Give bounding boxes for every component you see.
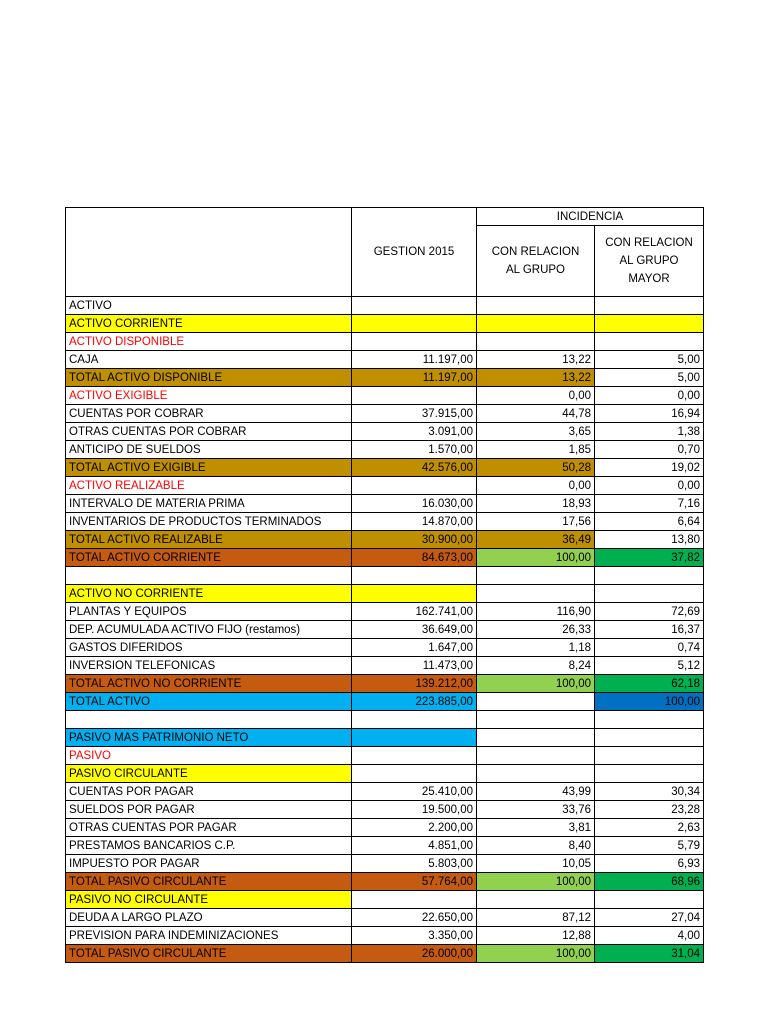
rel-grupo-value [477,693,595,711]
row-label: TOTAL PASIVO CIRCULANTE [66,945,352,963]
row-label: ACTIVO DISPONIBLE [66,333,352,351]
gestion-value: 14.870,00 [352,513,477,531]
rel-grupo-mayor-value: 6,64 [595,513,704,531]
row-label: ACTIVO NO CORRIENTE [66,585,352,603]
row-label: ACTIVO CORRIENTE [66,315,352,333]
rel-grupo-mayor-value [595,729,704,747]
table-row [66,693,704,711]
gestion-value: 30.900,00 [352,531,477,549]
row-label: INTERVALO DE MATERIA PRIMA [66,495,352,513]
row-label: IMPUESTO POR PAGAR [66,855,352,873]
gestion-value: 84.673,00 [352,549,477,567]
rel-grupo-value [477,765,595,783]
table-row [66,423,704,441]
gestion-value [352,567,477,585]
row-label [66,567,352,585]
gestion-value: 2.200,00 [352,819,477,837]
gestion-value [352,477,477,495]
rel-grupo-value: 1,18 [477,639,595,657]
gestion-value: 57.764,00 [352,873,477,891]
gestion-value: 4.851,00 [352,837,477,855]
gestion-value: 1.647,00 [352,639,477,657]
rel-grupo-mayor-value: 0,70 [595,441,704,459]
rel-grupo-mayor-value [595,765,704,783]
gestion-value: 26.000,00 [352,945,477,963]
table-body [66,297,704,963]
rel-grupo-mayor-value: 0,00 [595,387,704,405]
header-label-cell [66,208,352,297]
rel-grupo-mayor-value: 6,93 [595,855,704,873]
table-row [66,531,704,549]
rel-grupo-value [477,315,595,333]
table-row [66,639,704,657]
table-row [66,315,704,333]
row-label: CAJA [66,351,352,369]
rel-grupo-value [477,747,595,765]
row-label: TOTAL ACTIVO EXIGIBLE [66,459,352,477]
rel-grupo-value: 100,00 [477,945,595,963]
rel-grupo-mayor-value [595,891,704,909]
row-label: ACTIVO [66,297,352,315]
rel-grupo-value: 1,85 [477,441,595,459]
row-label: PREVISION PARA INDEMINIZACIONES [66,927,352,945]
rel-grupo-mayor-value: 1,38 [595,423,704,441]
rel-grupo-value: 10,05 [477,855,595,873]
rel-grupo-value: 44,78 [477,405,595,423]
rel-grupo-mayor-value [595,333,704,351]
rel-grupo-value: 36,49 [477,531,595,549]
rel-grupo-value [477,297,595,315]
row-label: TOTAL ACTIVO [66,693,352,711]
rel-grupo-mayor-value: 72,69 [595,603,704,621]
rel-grupo-mayor-value: 5,12 [595,657,704,675]
rel-grupo-mayor-value: 19,02 [595,459,704,477]
rel-grupo-value: 43,99 [477,783,595,801]
rel-grupo-value [477,729,595,747]
rel-grupo-value [477,567,595,585]
rel-grupo-value: 8,40 [477,837,595,855]
row-label: ACTIVO EXIGIBLE [66,387,352,405]
rel-grupo-value: 33,76 [477,801,595,819]
gestion-value [352,315,477,333]
rel-grupo-value: 26,33 [477,621,595,639]
rel-grupo-mayor-value: 37,82 [595,549,704,567]
rel-grupo-value: 50,28 [477,459,595,477]
gestion-value [352,297,477,315]
row-label: DEP. ACUMULADA ACTIVO FIJO (restamos) [66,621,352,639]
rel-grupo-value: 0,00 [477,477,595,495]
header-incidencia: INCIDENCIA [477,208,704,226]
row-label: TOTAL ACTIVO NO CORRIENTE [66,675,352,693]
rel-grupo-mayor-value: 5,79 [595,837,704,855]
rel-grupo-mayor-value: 62,18 [595,675,704,693]
gestion-value [352,729,477,747]
table-row [66,549,704,567]
table-row [66,855,704,873]
rel-grupo-mayor-value: 23,28 [595,801,704,819]
row-label: CUENTAS POR PAGAR [66,783,352,801]
gestion-value [352,765,477,783]
rel-grupo-mayor-value: 31,04 [595,945,704,963]
table-row [66,369,704,387]
row-label: OTRAS CUENTAS POR COBRAR [66,423,352,441]
table-row [66,477,704,495]
rel-grupo-mayor-value: 100,00 [595,693,704,711]
table-row [66,729,704,747]
rel-grupo-value: 8,24 [477,657,595,675]
gestion-value: 3.091,00 [352,423,477,441]
rel-grupo-value: 116,90 [477,603,595,621]
table-row [66,621,704,639]
table-row [66,891,704,909]
row-label: CUENTAS POR COBRAR [66,405,352,423]
table-row [66,387,704,405]
rel-grupo-value: 17,56 [477,513,595,531]
gestion-value: 16.030,00 [352,495,477,513]
table-row [66,711,704,729]
gestion-value: 36.649,00 [352,621,477,639]
table-row [66,459,704,477]
table-row [66,783,704,801]
header-row-1 [66,208,704,226]
gestion-value: 11.197,00 [352,351,477,369]
row-label: TOTAL ACTIVO REALIZABLE [66,531,352,549]
balance-sheet-table [65,207,704,963]
rel-grupo-mayor-value: 13,80 [595,531,704,549]
gestion-value: 11.473,00 [352,657,477,675]
rel-grupo-mayor-value [595,297,704,315]
rel-grupo-mayor-value: 4,00 [595,927,704,945]
row-label: INVENTARIOS DE PRODUCTOS TERMINADOS [66,513,352,531]
gestion-value: 11.197,00 [352,369,477,387]
row-label: PLANTAS Y EQUIPOS [66,603,352,621]
row-label: TOTAL PASIVO CIRCULANTE [66,873,352,891]
table-row [66,585,704,603]
rel-grupo-mayor-value [595,315,704,333]
rel-grupo-mayor-value: 0,74 [595,639,704,657]
gestion-value [352,387,477,405]
table-row [66,873,704,891]
rel-grupo-value: 13,22 [477,369,595,387]
table-row [66,675,704,693]
table-row [66,945,704,963]
rel-grupo-value [477,333,595,351]
rel-grupo-mayor-value: 27,04 [595,909,704,927]
gestion-value: 162.741,00 [352,603,477,621]
rel-grupo-mayor-value: 16,37 [595,621,704,639]
gestion-value [352,333,477,351]
gestion-value [352,891,477,909]
rel-grupo-mayor-value: 30,34 [595,783,704,801]
rel-grupo-mayor-value [595,711,704,729]
row-label: PRESTAMOS BANCARIOS C.P. [66,837,352,855]
rel-grupo-mayor-value [595,747,704,765]
header-gestion: GESTION 2015 [352,208,477,297]
rel-grupo-mayor-value [595,567,704,585]
table-row [66,909,704,927]
row-label: PASIVO MAS PATRIMONIO NETO [66,729,352,747]
table-row [66,333,704,351]
gestion-value [352,585,477,603]
rel-grupo-value: 3,65 [477,423,595,441]
row-label: PASIVO NO CIRCULANTE [66,891,352,909]
rel-grupo-value [477,711,595,729]
rel-grupo-mayor-value: 5,00 [595,351,704,369]
row-label: PASIVO [66,747,352,765]
row-label: TOTAL ACTIVO CORRIENTE [66,549,352,567]
row-label: ACTIVO REALIZABLE [66,477,352,495]
rel-grupo-value: 100,00 [477,873,595,891]
row-label: ANTICIPO DE SUELDOS [66,441,352,459]
table-row [66,441,704,459]
rel-grupo-mayor-value: 16,94 [595,405,704,423]
table-row [66,747,704,765]
gestion-value: 25.410,00 [352,783,477,801]
rel-grupo-mayor-value [595,585,704,603]
table-row [66,567,704,585]
gestion-value: 1.570,00 [352,441,477,459]
gestion-value: 5.803,00 [352,855,477,873]
table-row [66,837,704,855]
rel-grupo-value: 12,88 [477,927,595,945]
gestion-value: 22.650,00 [352,909,477,927]
table-row [66,495,704,513]
table-row [66,351,704,369]
table-row [66,927,704,945]
rel-grupo-value: 0,00 [477,387,595,405]
rel-grupo-value: 87,12 [477,909,595,927]
rel-grupo-mayor-value: 2,63 [595,819,704,837]
gestion-value: 3.350,00 [352,927,477,945]
table-row [66,297,704,315]
table-row [66,405,704,423]
row-label: GASTOS DIFERIDOS [66,639,352,657]
row-label: OTRAS CUENTAS POR PAGAR [66,819,352,837]
rel-grupo-mayor-value: 7,16 [595,495,704,513]
rel-grupo-value [477,891,595,909]
table-row [66,657,704,675]
rel-grupo-mayor-value: 5,00 [595,369,704,387]
rel-grupo-value [477,585,595,603]
rel-grupo-value: 18,93 [477,495,595,513]
rel-grupo-value: 13,22 [477,351,595,369]
gestion-value: 42.576,00 [352,459,477,477]
rel-grupo-mayor-value: 68,96 [595,873,704,891]
gestion-value: 37.915,00 [352,405,477,423]
rel-grupo-mayor-value: 0,00 [595,477,704,495]
row-label: DEUDA A LARGO PLAZO [66,909,352,927]
gestion-value [352,711,477,729]
rel-grupo-value: 100,00 [477,675,595,693]
gestion-value: 223.885,00 [352,693,477,711]
row-label: INVERSION TELEFONICAS [66,657,352,675]
table-row [66,603,704,621]
table-row [66,513,704,531]
header-rel-grupo-mayor: CON RELACION AL GRUPO MAYOR [595,226,704,297]
rel-grupo-value: 100,00 [477,549,595,567]
header-rel-grupo: CON RELACION AL GRUPO [477,226,595,297]
row-label: PASIVO CIRCULANTE [66,765,352,783]
row-label [66,711,352,729]
table-row [66,765,704,783]
row-label: TOTAL ACTIVO DISPONIBLE [66,369,352,387]
rel-grupo-value: 3,81 [477,819,595,837]
gestion-value: 139.212,00 [352,675,477,693]
table-row [66,819,704,837]
gestion-value: 19.500,00 [352,801,477,819]
table-row [66,801,704,819]
row-label: SUELDOS POR PAGAR [66,801,352,819]
gestion-value [352,747,477,765]
